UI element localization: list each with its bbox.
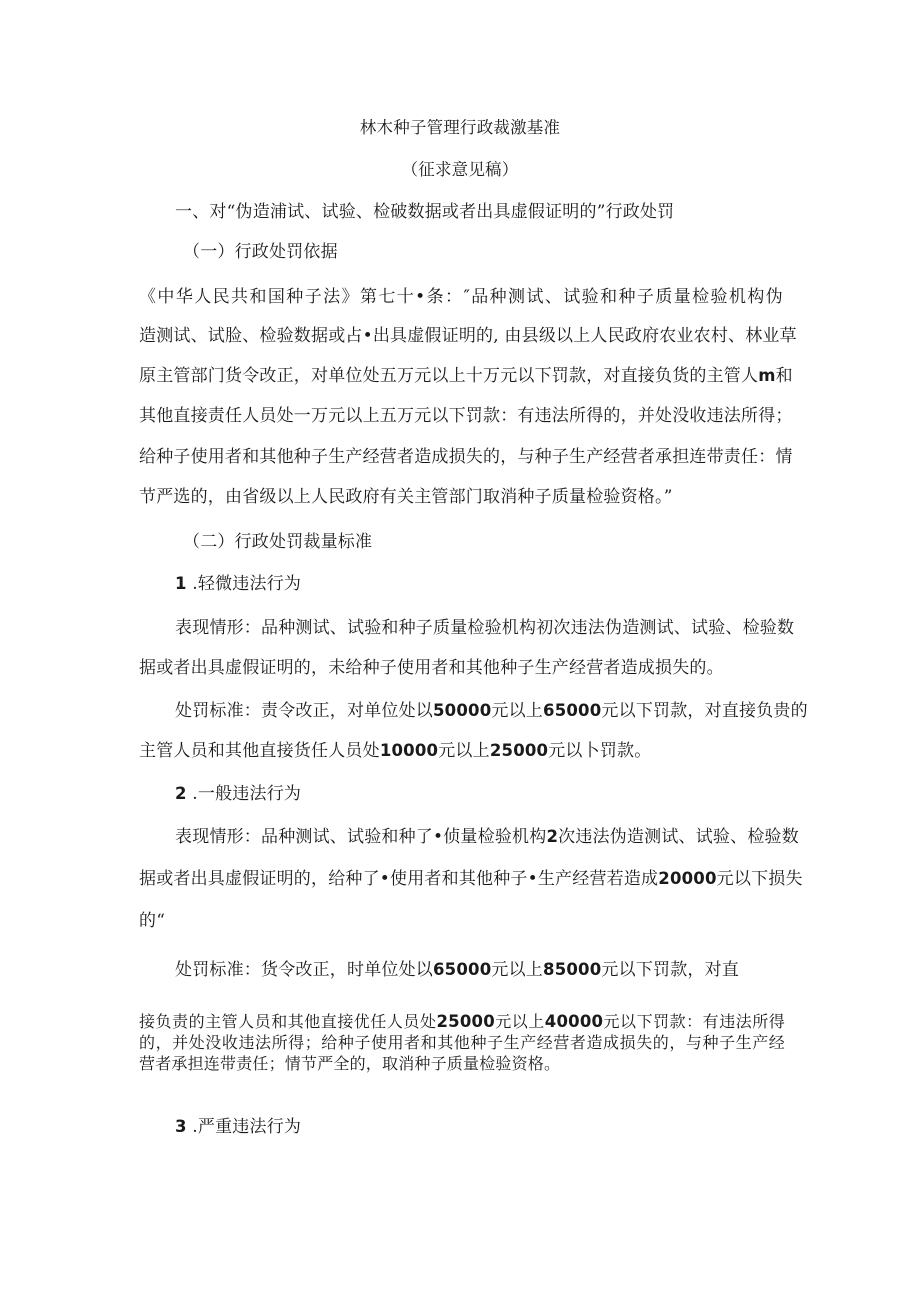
description-text: 表现情形：品种测试、试验和种了•侦量检验机构 [175, 827, 547, 847]
penalty-amount: 50000 [433, 701, 492, 720]
penalty-text: 元以下罚款，对直 [601, 960, 740, 980]
item-2-number: 2 [175, 784, 187, 803]
description-amount: 20000 [658, 869, 717, 888]
item-3-heading [175, 1117, 301, 1137]
document-subtitle: （征求意见稿） [401, 160, 519, 179]
item-2-penalty-line-1 [175, 960, 740, 980]
law-text-line-6: 节严选的，由省级以上人民政府有关主管部门取消种子质量检验资格。” [139, 487, 673, 507]
penalty-text: 元以上 [491, 960, 544, 980]
penalty-text: 元以卜罚款。 [548, 741, 652, 761]
item-2-penalty-paragraph [139, 1011, 785, 1074]
penalty-text: 处罚标准：责令改正，对单位处以 [175, 701, 433, 721]
item-2-description-line-1 [175, 827, 799, 847]
item-1-penalty-line-1 [175, 701, 808, 721]
penalty-amount: 25000 [436, 1012, 495, 1031]
item-1-description-line-1: 表现情形：品种测试、试验和种子质量检验机构初次违法伪造测试、试验、检验数 [175, 618, 795, 638]
item-3-number: 3 [175, 1117, 187, 1136]
description-text: 元以下损失 [716, 869, 803, 889]
item-1-number: 1 [175, 574, 187, 593]
law-text-line-5: 给种子使用者和其他种子生产经营者造成损失的，与种子生产经营者承担连带责任：情 [139, 447, 793, 467]
item-1-heading [175, 574, 301, 594]
law-text-line-2: 造测试、试脸、检验数据或占•出具虚假证明的, 由县级以上人民政府农业农村、林业草 [139, 326, 797, 346]
section-1-heading: 一、对“伪造浦试、试验、检破数据或者出具虚假证明的”行政处罚 [175, 202, 675, 222]
law-text-line-1: 《中华人民共和国种子法》第七十•条：″品种测试、试验和种子质量检验机构伪 [139, 287, 783, 307]
penalty-text: 元以上 [494, 1012, 545, 1031]
penalty-amount: 40000 [544, 1012, 604, 1031]
item-2-description-line-2 [139, 869, 803, 889]
penalty-text: 接负责的主管人员和其他直接优任人员处 [139, 1012, 437, 1031]
subsection-1-heading: （一）行政处罚依据 [183, 242, 338, 262]
item-1-penalty-line-2 [139, 741, 651, 761]
description-text: 次违法伪造测试、试验、检验数 [558, 827, 799, 847]
item-2-heading [175, 784, 301, 804]
penalty-text: 处罚标准：货令改正，时单位处以 [175, 960, 433, 980]
penalty-amount: 65000 [433, 960, 492, 979]
penalty-text: 元以下罚款，对直接负贵的 [601, 701, 808, 721]
penalty-text: 元以上 [438, 741, 490, 761]
item-3-title: .严重违法行为 [186, 1117, 302, 1137]
document-title: 林木种子管理行政裁激基准 [359, 118, 561, 137]
penalty-text: 主管人员和其他直接货任人员处 [139, 741, 380, 761]
law-text-line-3 [139, 366, 793, 386]
item-1-description-line-2: 据或者出具虚假证明的，未给种子使用者和其他种子生产经营者造成损失的。 [139, 658, 724, 678]
penalty-amount: 25000 [489, 741, 549, 760]
penalty-text: 元以下罚款：有违法所得的，并处没收违法所得；给种子使用者和其他种子生产经营者造成损失的，与种子生产经营者承担连带责任；情节严全的，取消种子质量检验资格。 [139, 1012, 785, 1073]
penalty-amount: 85000 [543, 960, 602, 979]
item-2-description-line-3: 的“ [139, 911, 166, 931]
penalty-amount: 65000 [543, 701, 602, 720]
law-text-line-3-part: 原主管部门货令改正，对单位处五万元以上十万元以下罚款，对直接负货的主管人 [139, 366, 759, 386]
law-text-line-3-mark: m [758, 366, 776, 385]
penalty-amount: 10000 [379, 741, 439, 760]
item-2-title: .一般违法行为 [186, 784, 302, 804]
law-text-line-3-end: 和 [775, 366, 793, 386]
subsection-2-heading: （二）行政处罚裁量标准 [183, 532, 373, 552]
law-text-line-4: 其他直接责任人员处一万元以上五万元以下罚款：有违法所得的，并处没收违法所得； [139, 406, 793, 426]
item-1-title: .轻微违法行为 [186, 574, 302, 594]
penalty-text: 元以上 [491, 701, 544, 721]
description-text: 据或者出具虚假证明的，给种了•使用者和其他种子•生产经营若造成 [139, 869, 659, 889]
description-number: 2 [546, 827, 559, 846]
